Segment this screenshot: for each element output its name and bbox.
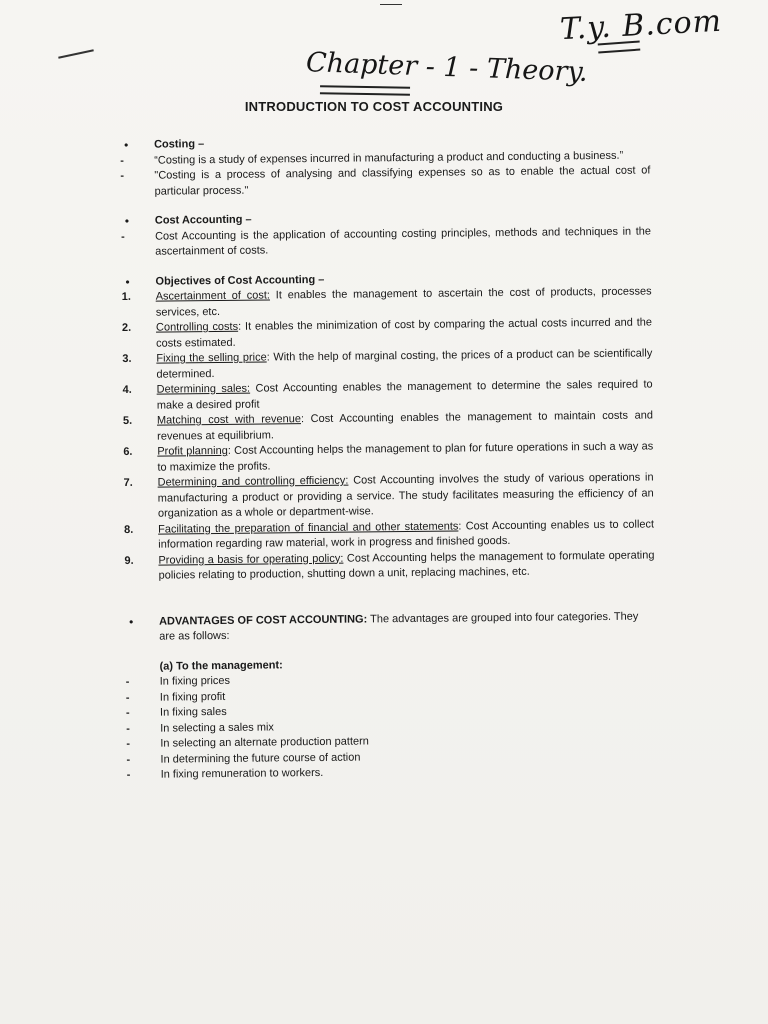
section-advantages <box>125 609 655 646</box>
item-number: 6. <box>123 445 133 458</box>
advantage-item: In determining the future course of action <box>160 751 361 766</box>
section-heading: ADVANTAGES OF COST ACCOUNTING: <box>158 612 368 628</box>
objective-item <box>124 548 654 585</box>
item-number: 8. <box>124 523 134 536</box>
objective-text: : Cost Accounting enables the management to maintain costs and revenues at equilibrium. <box>157 409 653 443</box>
cost-accounting-definition: Cost Accounting is the application of accounting costing principles, methods and techniques in the ascertainment of costs. <box>154 224 652 258</box>
bullet-icon: • <box>123 137 129 152</box>
dash-marker: - <box>120 230 125 243</box>
handwritten-course-label: T.y. B.com <box>559 3 723 48</box>
costing-definition: “Costing is a study of expenses incurred in manufacturing a product and conducting a business.” <box>154 149 624 167</box>
dash-marker: - <box>125 675 130 688</box>
bullet-icon: • <box>125 274 130 289</box>
objective-term: Matching cost with revenue <box>156 413 302 427</box>
objective-term: Determining and controlling efficiency: <box>157 474 349 489</box>
subsection-heading: (a) To the management: <box>159 658 283 673</box>
dash-marker: - <box>125 706 130 719</box>
item-number: 1. <box>121 290 131 303</box>
document-body <box>120 132 657 783</box>
item-number: 3. <box>122 352 132 365</box>
list-item <box>121 224 651 261</box>
bullet-icon: • <box>124 213 130 228</box>
objective-text: Cost Accounting enables the management to determine the sales required to make a desired profit <box>156 378 653 412</box>
handwritten-underline <box>598 41 641 54</box>
section-heading: Costing – <box>154 138 205 151</box>
objective-text: Cost Accounting involves the study of various operations in manufacturing a product or providing a service. The study facilitates measuring the efficiency of an organization as a whole or department-wise. <box>157 471 654 520</box>
item-number: 2. <box>121 321 132 334</box>
objective-term: Determining sales: <box>156 382 251 396</box>
objective-term: Fixing the selling price <box>156 351 267 365</box>
pen-stroke <box>58 49 94 58</box>
dash-marker: - <box>126 722 130 735</box>
objective-text: Cost Accounting helps the management to formulate operating policies relating to production, shutting down a unit, replacing machines, etc. <box>158 548 655 582</box>
dash-marker: - <box>126 737 131 750</box>
list-item <box>120 163 650 200</box>
objective-term: Providing a basis for operating policy: <box>158 552 344 567</box>
section-heading: Cost Accounting – <box>154 213 252 227</box>
objective-text: : Cost Accounting enables us to collect information regarding raw material, work in progress and finished goods. <box>158 517 655 551</box>
objective-term: Facilitating the preparation of financial and other statements <box>158 519 459 536</box>
section-heading: Objectives of Cost Accounting – <box>155 273 325 288</box>
costing-definition: "Costing is a process of analysing and classifying expenses so as to enable the actual cost of particular process." <box>154 164 651 198</box>
objective-text: : It enables the minimization of cost by comparing the actual costs incurred and the costs estimated. <box>156 316 653 350</box>
dash-marker: - <box>120 154 124 167</box>
handwritten-chapter-label: Chapter - 1 - Theory. <box>305 47 589 88</box>
advantage-item: In fixing remuneration to workers. <box>160 766 324 781</box>
advantage-item: In fixing prices <box>159 674 231 688</box>
objective-text: : With the help of marginal costing, the prices of a product can be scientifically determined. <box>156 347 653 381</box>
dash-marker: - <box>120 169 125 182</box>
item-number: 7. <box>123 476 133 489</box>
dash-marker: - <box>126 753 131 766</box>
dash-marker: - <box>126 768 131 781</box>
objective-item <box>124 470 654 522</box>
item-number: 4. <box>122 383 132 396</box>
objective-text: It enables the management to ascertain the cost of products, processes services, etc. <box>155 285 652 319</box>
item-number: 5. <box>122 414 133 427</box>
advantages-intro: The advantages are grouped into four categories. They are as follows: <box>159 610 639 643</box>
dash-marker: - <box>125 691 130 704</box>
bullet-icon: • <box>128 614 134 629</box>
objective-text: : Cost Accounting helps the management to plan for future operations in such a way as to maximize the profits. <box>157 440 654 474</box>
advantage-item: In fixing profit <box>159 690 226 704</box>
item-number: 9. <box>124 554 134 567</box>
handwritten-underline <box>320 85 410 96</box>
objective-term: Controlling costs <box>155 320 239 334</box>
objective-term: Profit planning <box>157 444 228 458</box>
document-title: INTRODUCTION TO COST ACCOUNTING <box>244 99 504 114</box>
advantage-item: In fixing sales <box>159 705 227 719</box>
scan-mark <box>380 4 402 5</box>
advantage-item: In selecting a sales mix <box>160 720 274 735</box>
advantage-item: In selecting an alternate production pattern <box>160 735 369 750</box>
objective-term: Ascertainment of cost: <box>155 289 271 303</box>
